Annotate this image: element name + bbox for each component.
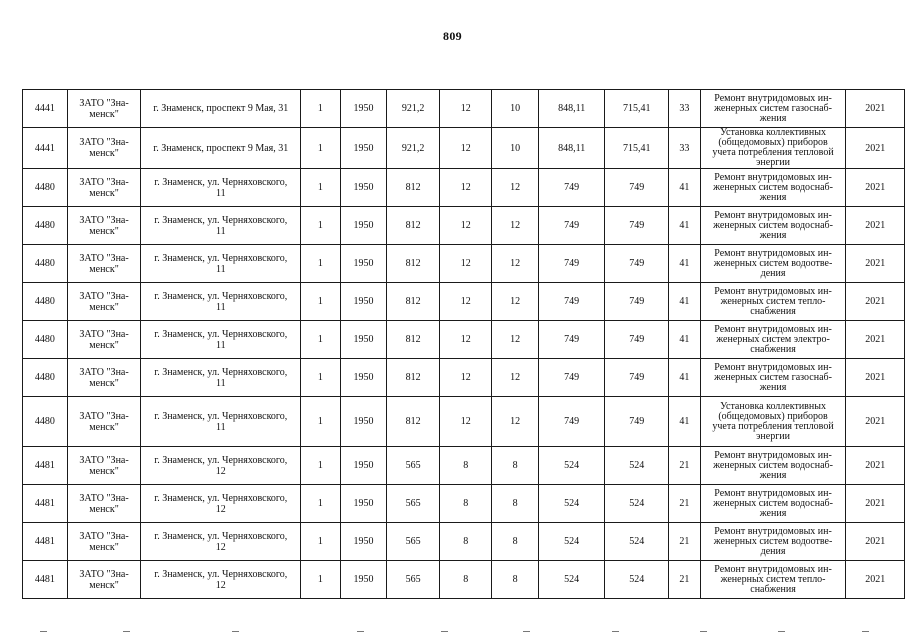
address-line: г. Знаменск, ул. Черняховского, — [154, 492, 288, 504]
work-type-line: энергии — [756, 430, 790, 442]
planned-year-cell: 2021 — [846, 321, 905, 359]
col-6-cell: 921,2 — [387, 128, 440, 169]
col-8-cell: 8 — [492, 485, 539, 523]
planned-year-cell: 2021 — [846, 397, 905, 447]
address-line: г. Знаменск, ул. Черняховского, — [154, 454, 288, 466]
planned-year-cell: 2021 — [846, 169, 905, 207]
col-9-cell: 749 — [538, 321, 604, 359]
work-type-line: женерных систем водоотве- — [713, 535, 833, 547]
col-11-cell: 41 — [668, 359, 700, 397]
col-6-cell: 565 — [387, 447, 440, 485]
work-type-line: женерных систем водоотве- — [713, 257, 833, 269]
table-row — [23, 90, 905, 128]
col-6-cell: 565 — [387, 485, 440, 523]
municipality-cell — [67, 485, 141, 523]
col-6-cell: 812 — [387, 321, 440, 359]
col-9-cell: 749 — [538, 283, 604, 321]
municipality-cell — [67, 245, 141, 283]
municipality-line: ЗАТО "Зна- — [79, 176, 129, 188]
municipality-line: ЗАТО "Зна- — [79, 214, 129, 226]
planned-year-cell: 2021 — [846, 90, 905, 128]
municipality-line: ЗАТО "Зна- — [79, 328, 129, 340]
col-10-cell: 524 — [605, 485, 669, 523]
address-line: 12 — [215, 503, 226, 515]
address-line: г. Знаменск, проспект 9 Мая, 31 — [153, 103, 289, 114]
col-10-cell: 749 — [605, 359, 669, 397]
address-line: 12 — [215, 541, 226, 553]
work-type-cell — [700, 90, 846, 128]
object-id-cell: 4480 — [23, 245, 68, 283]
table-row — [23, 485, 905, 523]
address-line: г. Знаменск, ул. Черняховского, — [154, 410, 288, 422]
year-built-cell: 1950 — [340, 447, 387, 485]
planned-year-cell: 2021 — [846, 283, 905, 321]
address-line: 11 — [215, 377, 226, 389]
municipality-line: менск" — [89, 421, 119, 433]
address-line: г. Знаменск, ул. Черняховского, — [154, 328, 288, 340]
col-11-cell: 41 — [668, 169, 700, 207]
municipality-line: менск" — [89, 339, 119, 351]
municipality-line: ЗАТО "Зна- — [79, 568, 129, 580]
address-cell — [141, 523, 301, 561]
work-type-line: (общедомовых) приборов — [718, 410, 828, 422]
address-cell — [141, 283, 301, 321]
work-type-line: Ремонт внутридомовых ин- — [714, 92, 832, 104]
work-type-line: Установка коллективных — [720, 400, 826, 412]
work-type-cell — [700, 447, 846, 485]
col-9-cell: 524 — [538, 485, 604, 523]
work-type-line: женерных систем водоснаб- — [713, 459, 833, 471]
municipality-cell — [67, 397, 141, 447]
address-line: г. Знаменск, ул. Черняховского, — [154, 252, 288, 264]
work-type-line: женерных систем электро- — [716, 333, 830, 345]
col-6-cell: 565 — [387, 523, 440, 561]
col-4-cell: 1 — [301, 128, 341, 169]
col-9-cell: 749 — [538, 359, 604, 397]
col-9-cell: 524 — [538, 447, 604, 485]
address-line: г. Знаменск, ул. Черняховского, — [154, 214, 288, 226]
object-id-cell: 4441 — [23, 90, 68, 128]
work-type-line: учета потребления тепловой — [712, 420, 834, 432]
work-type-line: женерных систем газоснаб- — [714, 102, 832, 114]
object-id-cell: 4480 — [23, 283, 68, 321]
municipality-line: ЗАТО "Зна- — [79, 530, 129, 542]
year-built-cell: 1950 — [340, 485, 387, 523]
address-cell — [141, 447, 301, 485]
work-type-line: (общедомовых) приборов — [718, 137, 828, 148]
col-9-cell: 524 — [538, 561, 604, 599]
work-type-cell — [700, 321, 846, 359]
col-8-cell: 12 — [492, 321, 539, 359]
object-id-cell: 4481 — [23, 485, 68, 523]
object-id-cell: 4481 — [23, 561, 68, 599]
col-7-cell: 12 — [439, 169, 491, 207]
planned-year-cell: 2021 — [846, 561, 905, 599]
col-9-cell: 848,11 — [538, 128, 604, 169]
municipality-line: ЗАТО "Зна- — [79, 366, 129, 378]
object-id-cell: 4481 — [23, 447, 68, 485]
table-row — [23, 561, 905, 599]
address-line: 11 — [215, 263, 226, 275]
col-4-cell: 1 — [301, 561, 341, 599]
year-built-cell: 1950 — [340, 245, 387, 283]
col-10-cell: 524 — [605, 561, 669, 599]
col-4-cell: 1 — [301, 447, 341, 485]
page-number: 809 — [443, 29, 462, 43]
col-7-cell: 8 — [439, 447, 491, 485]
work-type-line: Установка коллективных — [720, 127, 826, 138]
object-id-cell: 4441 — [23, 128, 68, 169]
address-cell — [141, 561, 301, 599]
col-11-cell: 21 — [668, 485, 700, 523]
col-7-cell: 12 — [439, 321, 491, 359]
work-type-line: жения — [759, 191, 787, 203]
col-6-cell: 812 — [387, 283, 440, 321]
work-type-line: снабжения — [750, 583, 796, 595]
col-11-cell: 33 — [668, 128, 700, 169]
col-9-cell: 749 — [538, 169, 604, 207]
municipality-line: менск" — [89, 108, 119, 120]
address-line: г. Знаменск, ул. Черняховского, — [154, 366, 288, 378]
work-type-cell — [700, 359, 846, 397]
housing-registry-table — [22, 89, 905, 599]
col-4-cell: 1 — [301, 485, 341, 523]
work-type-line: женерных систем водоснаб- — [713, 497, 833, 509]
municipality-cell — [67, 128, 141, 169]
municipality-line: менск" — [89, 465, 119, 477]
col-8-cell: 8 — [492, 523, 539, 561]
col-4-cell: 1 — [301, 169, 341, 207]
address-cell — [141, 321, 301, 359]
col-9-cell: 524 — [538, 523, 604, 561]
table-row — [23, 128, 905, 169]
work-type-cell — [700, 128, 846, 169]
municipality-line: менск" — [89, 225, 119, 237]
address-cell — [141, 485, 301, 523]
col-11-cell: 21 — [668, 523, 700, 561]
work-type-line: снабжения — [750, 343, 796, 355]
work-type-line: Ремонт внутридомовых ин- — [714, 285, 832, 297]
municipality-line: ЗАТО "Зна- — [79, 290, 129, 302]
address-cell — [141, 128, 301, 169]
work-type-line: жения — [759, 469, 787, 481]
work-type-line: снабжения — [750, 305, 796, 317]
object-id-cell: 4480 — [23, 397, 68, 447]
work-type-line: Ремонт внутридомовых ин- — [714, 563, 832, 575]
col-8-cell: 10 — [492, 128, 539, 169]
work-type-cell — [700, 397, 846, 447]
year-built-cell: 1950 — [340, 523, 387, 561]
page-bottom-cut-marks — [0, 629, 905, 637]
year-built-cell: 1950 — [340, 283, 387, 321]
col-8-cell: 12 — [492, 169, 539, 207]
col-11-cell: 33 — [668, 90, 700, 128]
work-type-line: женерных систем тепло- — [720, 295, 826, 307]
year-built-cell: 1950 — [340, 321, 387, 359]
col-8-cell: 12 — [492, 397, 539, 447]
municipality-line: ЗАТО "Зна- — [79, 252, 129, 264]
address-line: г. Знаменск, ул. Черняховского, — [154, 568, 288, 580]
municipality-line: менск" — [89, 377, 119, 389]
col-6-cell: 812 — [387, 207, 440, 245]
address-line: г. Знаменск, ул. Черняховского, — [154, 530, 288, 542]
municipality-line: ЗАТО "Зна- — [79, 454, 129, 466]
table-body — [23, 90, 905, 599]
table-row — [23, 169, 905, 207]
year-built-cell: 1950 — [340, 128, 387, 169]
col-9-cell: 749 — [538, 397, 604, 447]
work-type-line: жения — [759, 229, 787, 241]
col-10-cell: 749 — [605, 207, 669, 245]
col-10-cell: 749 — [605, 283, 669, 321]
col-8-cell: 10 — [492, 90, 539, 128]
col-8-cell: 8 — [492, 447, 539, 485]
col-11-cell: 41 — [668, 207, 700, 245]
planned-year-cell: 2021 — [846, 245, 905, 283]
year-built-cell: 1950 — [340, 561, 387, 599]
col-6-cell: 812 — [387, 245, 440, 283]
work-type-line: жения — [759, 507, 787, 519]
year-built-cell: 1950 — [340, 359, 387, 397]
municipality-cell — [67, 359, 141, 397]
work-type-line: Ремонт внутридомовых ин- — [714, 323, 832, 335]
col-4-cell: 1 — [301, 397, 341, 447]
work-type-line: женерных систем тепло- — [720, 573, 826, 585]
address-cell — [141, 207, 301, 245]
col-8-cell: 12 — [492, 283, 539, 321]
col-6-cell: 565 — [387, 561, 440, 599]
col-4-cell: 1 — [301, 523, 341, 561]
work-type-line: Ремонт внутридомовых ин- — [714, 525, 832, 537]
col-10-cell: 524 — [605, 447, 669, 485]
col-9-cell: 749 — [538, 245, 604, 283]
col-4-cell: 1 — [301, 245, 341, 283]
work-type-line: женерных систем водоснаб- — [713, 181, 833, 193]
planned-year-cell: 2021 — [846, 485, 905, 523]
municipality-line: ЗАТО "Зна- — [79, 97, 129, 109]
col-11-cell: 21 — [668, 447, 700, 485]
table-row — [23, 397, 905, 447]
col-7-cell: 8 — [439, 485, 491, 523]
col-10-cell: 715,41 — [605, 128, 669, 169]
work-type-cell — [700, 283, 846, 321]
col-4-cell: 1 — [301, 90, 341, 128]
address-line: г. Знаменск, проспект 9 Мая, 31 — [153, 142, 289, 154]
year-built-cell: 1950 — [340, 90, 387, 128]
address-line: 12 — [215, 579, 226, 591]
municipality-line: менск" — [89, 301, 119, 313]
col-4-cell: 1 — [301, 283, 341, 321]
work-type-cell — [700, 169, 846, 207]
municipality-line: менск" — [89, 541, 119, 553]
municipality-line: менск" — [89, 187, 119, 199]
table-row — [23, 447, 905, 485]
col-8-cell: 12 — [492, 245, 539, 283]
col-8-cell: 12 — [492, 359, 539, 397]
municipality-line: ЗАТО "Зна- — [79, 410, 129, 422]
col-9-cell: 749 — [538, 207, 604, 245]
work-type-line: Ремонт внутридомовых ин- — [714, 171, 832, 183]
address-line: 11 — [215, 339, 226, 351]
col-4-cell: 1 — [301, 207, 341, 245]
work-type-line: Ремонт внутридомовых ин- — [714, 209, 832, 221]
municipality-cell — [67, 207, 141, 245]
object-id-cell: 4480 — [23, 359, 68, 397]
work-type-cell — [700, 245, 846, 283]
table-row — [23, 207, 905, 245]
work-type-line: женерных систем газоснаб- — [714, 371, 832, 383]
address-line: 11 — [215, 301, 226, 313]
municipality-line: ЗАТО "Зна- — [79, 492, 129, 504]
municipality-line: менск" — [89, 579, 119, 591]
work-type-line: Ремонт внутридомовых ин- — [714, 361, 832, 373]
col-8-cell: 8 — [492, 561, 539, 599]
address-cell — [141, 397, 301, 447]
address-line: г. Знаменск, ул. Черняховского, — [154, 176, 288, 188]
col-11-cell: 41 — [668, 321, 700, 359]
year-built-cell: 1950 — [340, 207, 387, 245]
work-type-line: дения — [760, 545, 786, 557]
work-type-line: дения — [760, 267, 786, 279]
object-id-cell: 4480 — [23, 169, 68, 207]
col-7-cell: 8 — [439, 561, 491, 599]
work-type-line: жения — [759, 381, 787, 393]
planned-year-cell: 2021 — [846, 523, 905, 561]
planned-year-cell: 2021 — [846, 128, 905, 169]
work-type-line: Ремонт внутридомовых ин- — [714, 247, 832, 259]
address-line: 11 — [215, 187, 226, 199]
address-cell — [141, 90, 301, 128]
col-7-cell: 8 — [439, 523, 491, 561]
col-7-cell: 12 — [439, 283, 491, 321]
work-type-line: жения — [759, 112, 787, 124]
col-11-cell: 41 — [668, 283, 700, 321]
table-row — [23, 523, 905, 561]
address-line: 11 — [215, 225, 226, 237]
municipality-cell — [67, 523, 141, 561]
address-cell — [141, 169, 301, 207]
work-type-cell — [700, 485, 846, 523]
col-10-cell: 749 — [605, 397, 669, 447]
address-line: 12 — [215, 465, 226, 477]
col-11-cell: 21 — [668, 561, 700, 599]
year-built-cell: 1950 — [340, 397, 387, 447]
municipality-cell — [67, 90, 141, 128]
municipality-cell — [67, 447, 141, 485]
table-row — [23, 283, 905, 321]
object-id-cell: 4480 — [23, 207, 68, 245]
work-type-line: Ремонт внутридомовых ин- — [714, 487, 832, 499]
year-built-cell: 1950 — [340, 169, 387, 207]
col-7-cell: 12 — [439, 207, 491, 245]
col-7-cell: 12 — [439, 397, 491, 447]
municipality-cell — [67, 169, 141, 207]
municipality-cell — [67, 283, 141, 321]
municipality-line: менск" — [89, 503, 119, 515]
municipality-line: ЗАТО "Зна- — [79, 137, 129, 148]
col-9-cell: 848,11 — [538, 90, 604, 128]
col-6-cell: 812 — [387, 397, 440, 447]
col-4-cell: 1 — [301, 321, 341, 359]
col-10-cell: 524 — [605, 523, 669, 561]
col-7-cell: 12 — [439, 90, 491, 128]
work-type-line: учета потребления тепловой — [712, 147, 834, 158]
table-row — [23, 359, 905, 397]
municipality-line: менск" — [89, 148, 119, 159]
address-cell — [141, 359, 301, 397]
object-id-cell: 4481 — [23, 523, 68, 561]
municipality-line: менск" — [89, 263, 119, 275]
table-row — [23, 245, 905, 283]
col-10-cell: 749 — [605, 321, 669, 359]
object-id-cell: 4480 — [23, 321, 68, 359]
col-10-cell: 715,41 — [605, 90, 669, 128]
col-11-cell: 41 — [668, 245, 700, 283]
planned-year-cell: 2021 — [846, 207, 905, 245]
col-6-cell: 812 — [387, 359, 440, 397]
planned-year-cell: 2021 — [846, 359, 905, 397]
col-7-cell: 12 — [439, 359, 491, 397]
table-row — [23, 321, 905, 359]
col-10-cell: 749 — [605, 245, 669, 283]
col-7-cell: 12 — [439, 128, 491, 169]
work-type-line: Ремонт внутридомовых ин- — [714, 449, 832, 461]
col-6-cell: 921,2 — [387, 90, 440, 128]
address-line: г. Знаменск, ул. Черняховского, — [154, 290, 288, 302]
col-4-cell: 1 — [301, 359, 341, 397]
col-6-cell: 812 — [387, 169, 440, 207]
work-type-cell — [700, 523, 846, 561]
work-type-cell — [700, 207, 846, 245]
address-cell — [141, 245, 301, 283]
work-type-cell — [700, 561, 846, 599]
work-type-line: женерных систем водоснаб- — [713, 219, 833, 231]
col-7-cell: 12 — [439, 245, 491, 283]
work-type-line: энергии — [756, 157, 790, 168]
col-8-cell: 12 — [492, 207, 539, 245]
municipality-cell — [67, 561, 141, 599]
municipality-cell — [67, 321, 141, 359]
planned-year-cell: 2021 — [846, 447, 905, 485]
col-11-cell: 41 — [668, 397, 700, 447]
col-10-cell: 749 — [605, 169, 669, 207]
address-line: 11 — [215, 421, 226, 433]
